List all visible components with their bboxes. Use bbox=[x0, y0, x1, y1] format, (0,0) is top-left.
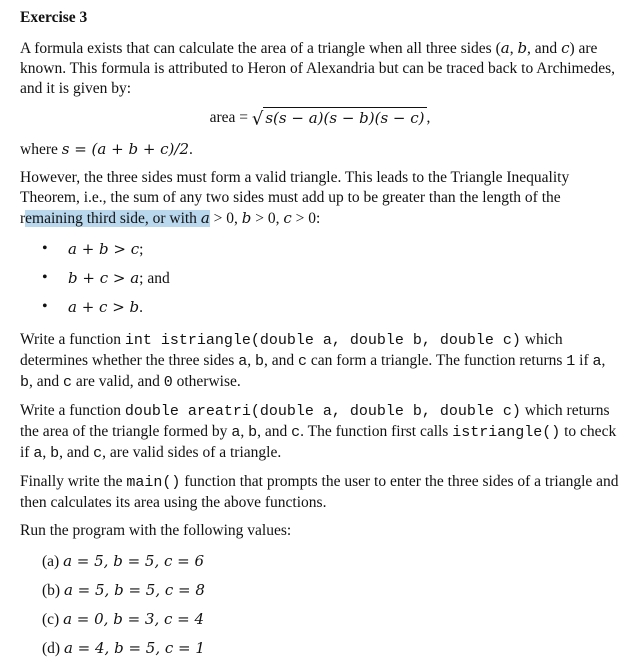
case-label: (a) bbox=[42, 553, 60, 570]
text: > 0, bbox=[251, 210, 284, 227]
case-values: a = 4, b = 5, c = 1 bbox=[63, 639, 205, 657]
text: . bbox=[139, 299, 144, 316]
text: if bbox=[575, 352, 593, 369]
intro-paragraph bbox=[20, 38, 620, 99]
code-istriangle-call: istriangle() bbox=[452, 424, 561, 441]
text: , bbox=[601, 352, 606, 369]
case-values: a = 5, b = 5, c = 8 bbox=[63, 581, 205, 599]
exercise-page bbox=[20, 8, 620, 665]
code-areatri-signature: double areatri(double a, double b, double c) bbox=[124, 403, 521, 420]
var-c: c bbox=[283, 209, 292, 227]
code-c: c bbox=[291, 424, 301, 441]
code-a: a bbox=[231, 424, 241, 441]
text: , and bbox=[264, 352, 299, 369]
exercise-title: Exercise 3 bbox=[20, 9, 88, 26]
test-case bbox=[20, 549, 620, 578]
text: to check if bbox=[20, 423, 617, 461]
test-case bbox=[20, 607, 620, 636]
inequality-list bbox=[20, 237, 620, 324]
radical-sign: √ bbox=[251, 108, 264, 130]
text: which determines whether the three sides bbox=[20, 331, 563, 369]
text: Write a function bbox=[20, 331, 125, 348]
istriangle-paragraph bbox=[20, 330, 620, 393]
var-a: a bbox=[200, 209, 210, 227]
case-label: (b) bbox=[42, 582, 61, 599]
code-c: c bbox=[63, 374, 73, 391]
text: where bbox=[20, 141, 62, 158]
inequality-expr: b + c > a bbox=[68, 269, 140, 287]
heron-formula bbox=[20, 107, 620, 133]
text: , bbox=[240, 423, 249, 440]
main-paragraph bbox=[20, 472, 620, 513]
code-c: c bbox=[93, 445, 103, 462]
case-label: (d) bbox=[42, 640, 61, 657]
text: can form a triangle. The function returns bbox=[307, 352, 567, 369]
text: , bbox=[42, 444, 51, 461]
text: > 0, bbox=[209, 210, 242, 227]
code-b: b bbox=[254, 353, 264, 370]
text: function that prompts the user to enter the three sides of a triangle and then calculates its area using the above functions. bbox=[20, 473, 619, 511]
list-item bbox=[20, 295, 620, 324]
code-b: b bbox=[248, 424, 258, 441]
text-selection[interactable] bbox=[25, 210, 210, 227]
formula-label: area = bbox=[209, 109, 252, 127]
code-b: b bbox=[20, 374, 30, 391]
areatri-paragraph bbox=[20, 401, 620, 464]
text: , bbox=[509, 40, 518, 57]
text: ) are known. This formula is attributed to Heron of Alexandria but can be traced back to Archimedes, and it is given by: bbox=[20, 40, 616, 97]
radicand: s(s − a)(s − b)(s − c) bbox=[265, 109, 425, 127]
code-a: a bbox=[238, 353, 248, 370]
text: ; and bbox=[139, 270, 170, 287]
code-a: a bbox=[592, 353, 602, 370]
text: . bbox=[189, 141, 193, 158]
code-a: a bbox=[33, 445, 43, 462]
text: However, the three sides must form a valid triangle. This leads to the Triangle Inequality Theorem, i.e., the sum of any two sides must add up to be greater than the length of the r bbox=[20, 169, 570, 227]
var-b: b bbox=[241, 209, 252, 227]
var-c: c bbox=[561, 39, 570, 57]
inequality-paragraph bbox=[20, 168, 620, 229]
square-root bbox=[252, 107, 427, 129]
text: , bbox=[247, 352, 255, 369]
code-c: c bbox=[298, 353, 308, 370]
code-b: b bbox=[50, 445, 60, 462]
case-values: a = 5, b = 5, c = 6 bbox=[63, 552, 205, 570]
text: , and bbox=[29, 373, 64, 390]
text: are valid, and bbox=[72, 373, 164, 390]
inequality-expr: a + b > c bbox=[68, 240, 140, 258]
formula-tail: , bbox=[426, 109, 431, 127]
case-values: a = 0, b = 3, c = 4 bbox=[63, 610, 205, 628]
run-instructions: Run the program with the following values: bbox=[20, 522, 292, 539]
inequality-expr: a + c > b bbox=[68, 298, 140, 316]
text: which returns the area of the triangle formed by bbox=[20, 402, 610, 440]
text: , and bbox=[527, 40, 562, 57]
case-label: (c) bbox=[42, 611, 60, 628]
text: , and bbox=[257, 423, 292, 440]
test-case bbox=[20, 636, 620, 665]
text: > 0: bbox=[291, 210, 321, 227]
list-item bbox=[20, 266, 620, 295]
text: Write a function bbox=[20, 402, 125, 419]
text: A formula exists that can calculate the area of a triangle when all three sides ( bbox=[20, 40, 501, 57]
var-a: a bbox=[500, 39, 510, 57]
text: . The function first calls bbox=[300, 423, 453, 440]
list-item bbox=[20, 237, 620, 266]
code-istriangle-signature: int istriangle(double a, double b, double c) bbox=[124, 332, 521, 349]
text: otherwise. bbox=[172, 373, 241, 390]
selected-text: emaining third side, or with bbox=[25, 210, 201, 227]
code-zero: 0 bbox=[163, 374, 173, 391]
text: ; bbox=[139, 241, 144, 258]
test-case bbox=[20, 578, 620, 607]
var-b: b bbox=[517, 39, 528, 57]
test-values-list bbox=[20, 549, 620, 665]
code-one: 1 bbox=[566, 353, 576, 370]
text: , are valid sides of a triangle. bbox=[102, 444, 282, 461]
text: Finally write the bbox=[20, 473, 127, 490]
semi-perimeter-expr: s = (a + b + c)/2 bbox=[61, 140, 190, 158]
code-main: main() bbox=[126, 474, 181, 491]
where-line bbox=[20, 139, 620, 160]
text: , and bbox=[59, 444, 94, 461]
